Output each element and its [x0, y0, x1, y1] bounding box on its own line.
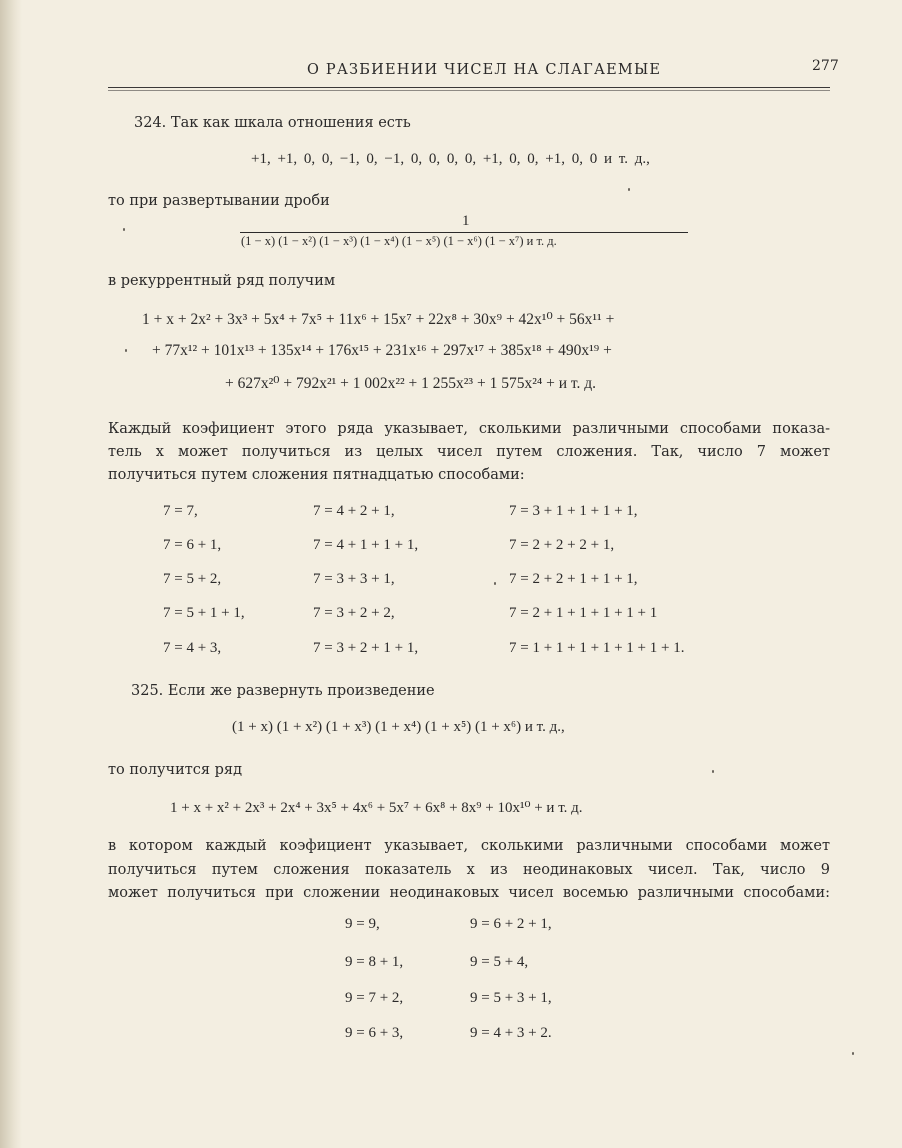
- paragraph-line: Каждый коэфициент этого ряда указывает, сколькими различными способами показа-: [108, 421, 830, 437]
- partition-entry: 7 = 4 + 3,: [163, 640, 222, 656]
- partition-entry: 9 = 5 + 3 + 1,: [470, 990, 552, 1006]
- section-325-intro: 325. Если же развернуть произведение: [131, 683, 435, 699]
- paragraph-line: может получиться при сложении неодинаковых чисел восемью различными способами:: [108, 885, 830, 901]
- print-speck: [123, 228, 125, 231]
- partition-entry: 7 = 3 + 1 + 1 + 1 + 1,: [509, 503, 638, 519]
- series-325: 1 + x + x² + 2x³ + 2x⁴ + 3x⁵ + 4x⁶ + 5x⁷ + 6x⁸ + 8x⁹ + 10x¹⁰ + и т. д.: [170, 800, 583, 816]
- print-speck: [628, 188, 630, 191]
- partition-entry: 7 = 1 + 1 + 1 + 1 + 1 + 1 + 1.: [509, 640, 685, 656]
- print-speck: [712, 770, 714, 773]
- partition-entry: 9 = 6 + 2 + 1,: [470, 916, 552, 932]
- series-line-3: + 627x²⁰ + 792x²¹ + 1 002x²² + 1 255x²³ + 1 575x²⁴ + и т. д.: [225, 375, 597, 392]
- partition-entry: 9 = 4 + 3 + 2.: [470, 1025, 552, 1041]
- partition-entry: 7 = 2 + 1 + 1 + 1 + 1 + 1: [509, 605, 658, 621]
- fraction-denominator: (1 − x) (1 − x²) (1 − x³) (1 − x⁴) (1 − x⁵) (1 − x⁶) (1 − x⁷) и т. д.: [241, 234, 557, 248]
- result-text: то получится ряд: [108, 762, 243, 778]
- partition-entry: 9 = 8 + 1,: [345, 954, 404, 970]
- partition-entry: 9 = 7 + 2,: [345, 990, 404, 1006]
- paragraph-line: получиться путем сложения пятнадцатью способами:: [108, 467, 525, 483]
- paragraph-line: тель x может получиться из целых чисел путем сложения. Так, число 7 может: [108, 444, 830, 460]
- partition-entry: 7 = 4 + 1 + 1 + 1,: [313, 537, 419, 553]
- scale-sequence: +1, +1, 0, 0, −1, 0, −1, 0, 0, 0, 0, +1, 0, 0, +1, 0, 0 и т. д.,: [251, 151, 650, 167]
- page-number: 277: [812, 58, 839, 74]
- print-speck: [494, 582, 496, 585]
- partition-entry: 7 = 6 + 1,: [163, 537, 222, 553]
- section-324-intro: 324. Так как шкала отношения есть: [134, 115, 411, 131]
- print-speck: [125, 349, 127, 352]
- partition-entry: 7 = 5 + 2,: [163, 571, 222, 587]
- header-rule: [108, 87, 830, 88]
- partition-entry: 7 = 7,: [163, 503, 198, 519]
- fraction-bar: [240, 232, 688, 233]
- partition-entry: 7 = 3 + 3 + 1,: [313, 571, 395, 587]
- running-title: О РАЗБИЕНИИ ЧИСЕЛ НА СЛАГАЕМЫЕ: [307, 62, 662, 78]
- print-speck: [852, 1052, 854, 1055]
- partition-entry: 9 = 5 + 4,: [470, 954, 529, 970]
- partition-entry: 7 = 3 + 2 + 2,: [313, 605, 395, 621]
- product-formula: (1 + x) (1 + x²) (1 + x³) (1 + x⁴) (1 + x⁵) (1 + x⁶) и т. д.,: [232, 719, 565, 735]
- paragraph-line: получиться путем сложения показатель x из неодинаковых чисел. Так, число 9: [108, 862, 830, 878]
- partition-entry: 9 = 6 + 3,: [345, 1025, 404, 1041]
- expand-fraction-text: то при развертывании дроби: [108, 193, 330, 209]
- series-line-1: 1 + x + 2x² + 3x³ + 5x⁴ + 7x⁵ + 11x⁶ + 15x⁷ + 22x⁸ + 30x⁹ + 42x¹⁰ + 56x¹¹ +: [142, 311, 615, 328]
- partition-entry: 7 = 3 + 2 + 1 + 1,: [313, 640, 419, 656]
- header-rule-thin: [108, 90, 830, 91]
- partition-entry: 7 = 2 + 2 + 1 + 1 + 1,: [509, 571, 638, 587]
- partition-entry: 9 = 9,: [345, 916, 380, 932]
- page-binding-shadow: [0, 0, 22, 1148]
- series-intro: в рекуррентный ряд получим: [108, 273, 336, 289]
- partition-entry: 7 = 5 + 1 + 1,: [163, 605, 245, 621]
- partition-entry: 7 = 2 + 2 + 2 + 1,: [509, 537, 615, 553]
- fraction-numerator: 1: [462, 213, 470, 229]
- partition-entry: 7 = 4 + 2 + 1,: [313, 503, 395, 519]
- series-line-2: + 77x¹² + 101x¹³ + 135x¹⁴ + 176x¹⁵ + 231x¹⁶ + 297x¹⁷ + 385x¹⁸ + 490x¹⁹ +: [152, 342, 612, 359]
- paragraph-line: в котором каждый коэфициент указывает, сколькими различными способами может: [108, 838, 830, 854]
